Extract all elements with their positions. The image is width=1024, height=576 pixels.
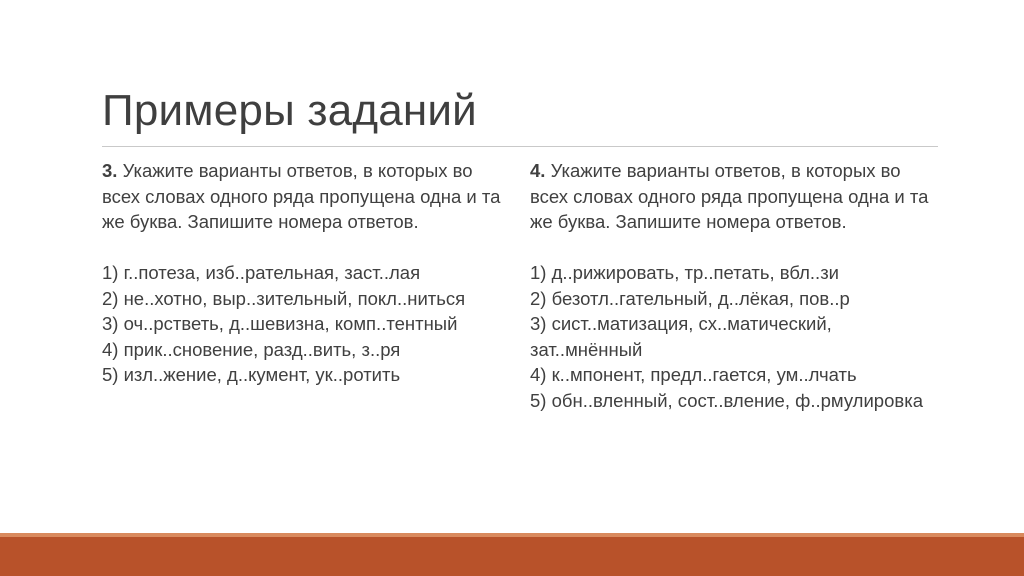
slide-title: Примеры заданий (102, 86, 477, 135)
task-4-option-2: 2) безотл..гательный, д..лёкая, пов..р (530, 287, 850, 309)
task-3-option-1: 1) г..потеза, изб..рательная, заст..лая (102, 262, 421, 283)
task-3-option-5: 5) изл..жение, д..кумент, ук..ротить (102, 364, 401, 385)
task-3-option-3: 3) оч..рстветь, д..шевизна, комп..тентный (102, 313, 458, 334)
task-3-option-2: 2) не..хотно, выр..зительный, покл..ниться (102, 287, 466, 309)
title-divider (102, 146, 938, 147)
task-3-block (102, 158, 502, 388)
task-4-option-1: 1) д..рижировать, тр..петать, вбл..зи (530, 262, 840, 283)
task-4-option-5: 5) обн..вленный, сост..вление, ф..рмулировка (530, 389, 923, 411)
task-3-prompt-text: Укажите варианты ответов, в которых во всех словах одного ряда пропущена одна и та же буква. Запишите номера ответов. (102, 160, 501, 232)
task-4-number: 4. (530, 160, 546, 181)
task-3-number: 3. (102, 160, 118, 181)
task-4-block (530, 158, 930, 413)
task-4-option-4: 4) к..мпонент, предл..гается, ум..лчать (530, 364, 857, 385)
footer-band (0, 537, 1024, 576)
task-3-prompt (102, 158, 502, 235)
task-4-prompt (530, 158, 930, 235)
task-4-prompt-text: Укажите варианты ответов, в которых во всех словах одного ряда пропущена одна и та же буква. Запишите номера ответов. (530, 160, 929, 232)
task-4-option-3: 3) сист..матизация, сх..матический, зат..мнённый (530, 313, 832, 360)
task-3-option-4: 4) прик..сновение, разд..вить, з..ря (102, 338, 401, 360)
